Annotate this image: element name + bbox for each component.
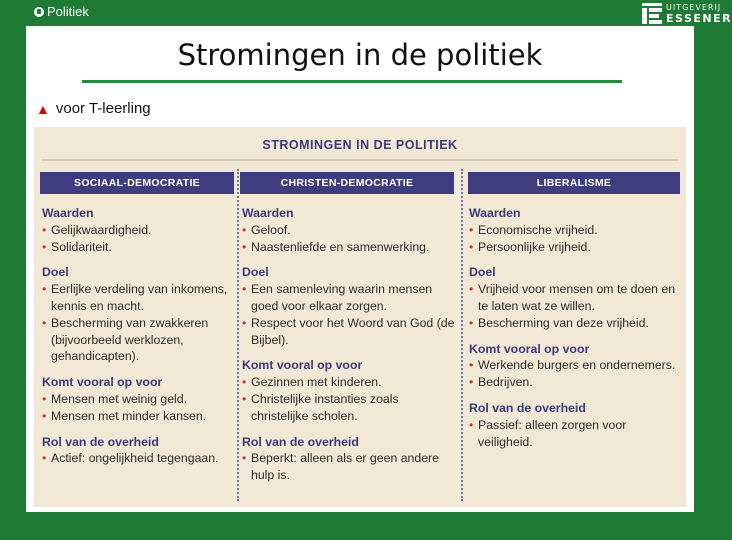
column-heading-liberalisme: LIBERALISME — [468, 172, 680, 194]
topic-icon — [34, 7, 44, 17]
bullet-item: • Solidariteit. — [42, 239, 234, 256]
audience-tag-text: voor T-leerling — [55, 100, 151, 117]
section-rol-van-de-overheid — [42, 434, 234, 468]
section-heading: Rol van de overheid — [242, 434, 359, 449]
slide-title: Stromingen in de politiek — [177, 38, 543, 72]
bullet-item: • Een samenleving waarin mensen goed voor elkaar zorgen. — [242, 281, 456, 315]
bullet-item: • Christelijke instanties zoals christelijke scholen. — [242, 391, 456, 425]
publisher-logo — [642, 3, 732, 25]
logo-text-bottom: ESSENER — [666, 12, 732, 25]
section-waarden — [42, 205, 234, 255]
section-komt-vooral-op-voor — [42, 374, 234, 424]
section-heading: Rol van de overheid — [469, 400, 586, 415]
bullet-item: • Bedrijven. — [469, 374, 683, 391]
bullet-item: • Mensen met weinig geld. — [42, 391, 234, 408]
bullet-item: • Eerlijke verdeling van inkomens, kennis en macht. — [42, 281, 234, 315]
column-sociaal-democratie — [42, 205, 234, 476]
bullet-item: • Respect voor het Woord van God (de Bijbel). — [242, 315, 456, 349]
section-rol-van-de-overheid — [242, 434, 456, 484]
section-heading: Waarden — [242, 206, 294, 220]
bullet-item: • Geloof. — [242, 222, 456, 239]
section-heading: Doel — [469, 265, 496, 280]
bullet-item: • Passief: alleen zorgen voor veiligheid. — [469, 417, 683, 451]
bullet-item: • Bescherming van zwakkeren (bijvoorbeeld werklozen, gehandicapten). — [42, 315, 234, 365]
logo-text-top: UITGEVERIJ — [666, 3, 722, 12]
column-divider — [461, 169, 463, 501]
slide — [26, 26, 694, 512]
bullet-item: • Vrijheid voor mensen om te doen en te laten wat ze willen. — [469, 281, 683, 315]
scheme-panel — [34, 127, 686, 507]
column-christen-democratie — [242, 205, 456, 493]
scheme-title: STROMINGEN IN DE POLITIEK — [262, 138, 458, 152]
topic-label — [34, 4, 89, 19]
title-underline — [82, 80, 622, 83]
bullet-item: • Bescherming van deze vrijheid. — [469, 315, 683, 332]
bullet-item: • Persoonlijke vrijheid. — [469, 239, 683, 256]
column-liberalisme — [469, 205, 683, 459]
section-heading: Komt vooral op voor — [469, 341, 590, 356]
section-doel — [42, 264, 234, 365]
logo-mark-icon — [642, 3, 662, 24]
bullet-item: • Economische vrijheid. — [469, 222, 683, 239]
section-komt-vooral-op-voor — [242, 357, 456, 424]
section-heading: Doel — [42, 265, 69, 280]
section-heading: Waarden — [42, 206, 94, 220]
column-divider — [237, 169, 239, 501]
bullet-item: • Werkende burgers en ondernemers. — [469, 357, 683, 374]
top-bar — [0, 0, 732, 26]
topic-text: Politiek — [47, 4, 89, 19]
section-rol-van-de-overheid — [469, 400, 683, 450]
section-doel — [242, 264, 456, 348]
section-heading: Komt vooral op voor — [42, 375, 163, 390]
column-heading-sociaal-democratie: SOCIAAL-DEMOCRATIE — [40, 172, 234, 194]
section-heading: Rol van de overheid — [42, 434, 159, 449]
triangle-icon: ▲ — [36, 100, 50, 117]
bullet-item: • Naastenliefde en samenwerking. — [242, 239, 456, 256]
audience-tag — [36, 100, 151, 117]
scheme-divider — [42, 159, 678, 161]
section-heading: Waarden — [469, 206, 521, 220]
section-waarden — [242, 205, 456, 255]
section-doel — [469, 264, 683, 331]
column-heading-christen-democratie: CHRISTEN-DEMOCRATIE — [240, 172, 454, 194]
section-heading: Komt vooral op voor — [242, 358, 363, 373]
section-waarden — [469, 205, 683, 255]
section-heading: Doel — [242, 265, 269, 280]
bullet-item: • Mensen met minder kansen. — [42, 408, 234, 425]
section-komt-vooral-op-voor — [469, 341, 683, 391]
bullet-item: • Gelijkwaardigheid. — [42, 222, 234, 239]
bullet-item: • Gezinnen met kinderen. — [242, 374, 456, 391]
bullet-item: • Actief: ongelijkheid tegengaan. — [42, 450, 234, 467]
bullet-item: • Beperkt: alleen als er geen andere hulp is. — [242, 450, 456, 484]
